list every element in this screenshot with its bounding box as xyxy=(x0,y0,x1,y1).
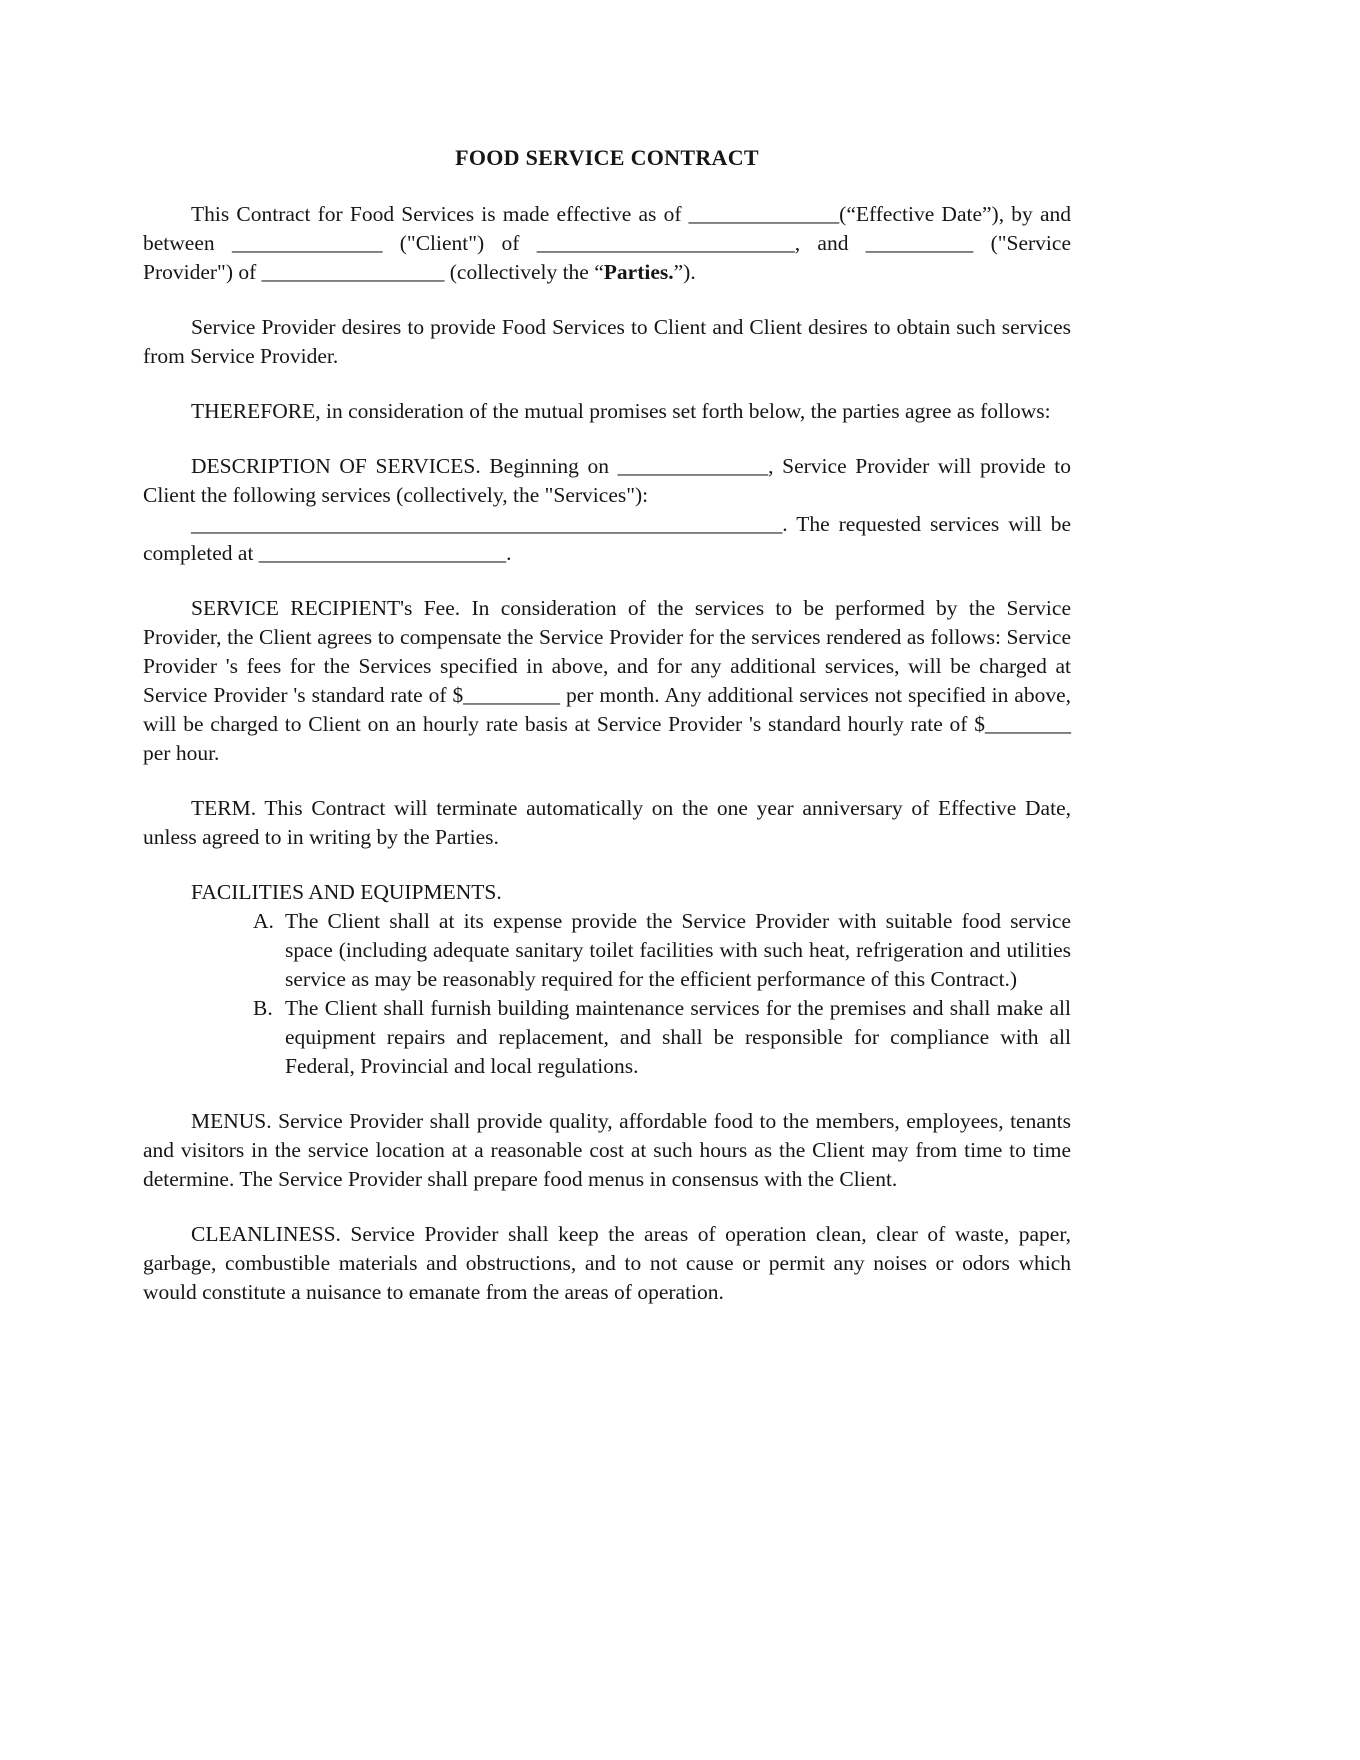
facilities-item-b-text: The Client shall furnish building maintenance services for the premises and shall make all equipment repairs and replacement, and shall be responsible for compliance with all Federal, Provincial and local regulations. xyxy=(285,996,1071,1078)
facilities-item-a xyxy=(143,907,1071,994)
facilities-list xyxy=(143,907,1071,1081)
description-of-services-paragraph: DESCRIPTION OF SERVICES. Beginning on ______________, Service Provider will provide to Client the following services (collectively, the "Services"): xyxy=(143,454,1071,507)
service-recipients-fee-paragraph: SERVICE RECIPIENT's Fee. In consideration of the services to be performed by the Service Provider, the Client agrees to compensate the Service Provider for the services rendered as follows: Service Provider 's fees for the Services specified in above, and for any additional services, will be charged at Service Provider 's standard rate of $_________ per month. Any additional services not specified in above, will be charged to Client on an hourly rate basis at Service Provider 's standard hourly rate of $________ per hour. xyxy=(143,596,1071,765)
facilities-heading: FACILITIES AND EQUIPMENTS. xyxy=(191,880,502,904)
facilities-item-a-marker: A. xyxy=(253,909,274,933)
facilities-item-b xyxy=(143,994,1071,1081)
recitals-paragraph: Service Provider desires to provide Food Services to Client and Client desires to obtain such services from Service Provider. xyxy=(143,315,1071,368)
intro-paragraph-end: ”). xyxy=(673,260,696,284)
facilities-item-a-text: The Client shall at its expense provide the Service Provider with suitable food service space (including adequate sanitary toilet facilities with such heat, refrigeration and utilities service as may be reasonably required for the efficient performance of this Contract.) xyxy=(285,909,1071,991)
document-title: FOOD SERVICE CONTRACT xyxy=(455,145,759,170)
description-blank-line: _______________________________________________________. The requested services will be completed at _______________________. xyxy=(143,512,1071,565)
intro-paragraph-text: This Contract for Food Services is made effective as of ______________(“Effective Date”), by and between ______________ ("Client") of ________________________, and __________ ("Service Provider") of _________________ (collectively the “ xyxy=(143,202,1071,284)
cleanliness-paragraph: CLEANLINESS. Service Provider shall keep the areas of operation clean, clear of waste, paper, garbage, combustible materials and obstructions, and to not cause or permit any noises or odors which would constitute a nuisance to emanate from the areas of operation. xyxy=(143,1222,1071,1304)
intro-paragraph xyxy=(143,200,1071,287)
therefore-paragraph: THEREFORE, in consideration of the mutual promises set forth below, the parties agree as follows: xyxy=(191,399,1051,423)
facilities-item-b-marker: B. xyxy=(253,996,273,1020)
menus-paragraph: MENUS. Service Provider shall provide quality, affordable food to the members, employees, tenants and visitors in the service location at a reasonable cost at such hours as the Client may from time to time determine. The Service Provider shall prepare food menus in consensus with the Client. xyxy=(143,1109,1071,1191)
term-paragraph: TERM. This Contract will terminate automatically on the one year anniversary of Effective Date, unless agreed to in writing by the Parties. xyxy=(143,796,1071,849)
parties-bold-text: Parties. xyxy=(603,260,674,284)
